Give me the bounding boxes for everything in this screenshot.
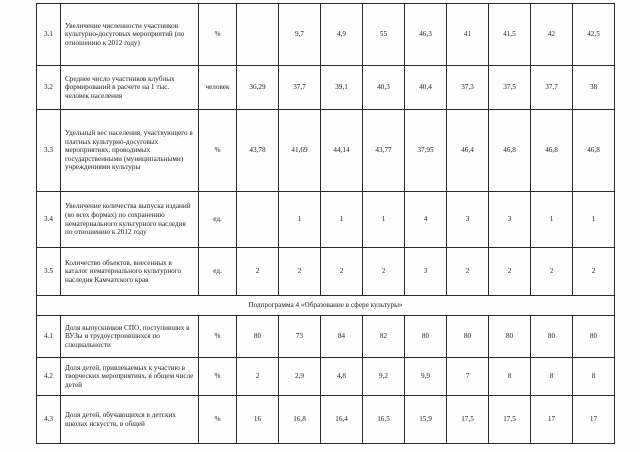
value-cell: 9,9 [405,358,447,396]
indicator-name: Доля детей, обучающихся в детских школах искусств, в общей [61,396,199,444]
value-cell: 40,3 [363,66,405,110]
table-row [37,316,615,358]
section-title: Подпрограмма 4 «Образование в сфере культуры» [37,296,615,316]
value-cell: 36,29 [237,66,279,110]
value-cell: 1 [321,192,363,248]
indicator-name: Увеличение количества выпуска изданий (во всех формах) по сохранению нематериального культурного наследия по отношению к 2012 году [61,192,199,248]
value-cell: 16,8 [279,396,321,444]
value-cell: 43,78 [237,110,279,192]
value-cell: 42 [531,4,573,66]
value-cell: 17 [531,396,573,444]
value-cell: 3 [489,192,531,248]
unit-cell: % [199,316,237,358]
value-cell: 46,8 [531,110,573,192]
value-cell: 4,9 [321,4,363,66]
indicator-name: Удельный вес населения, участвующего в платных культурно-досуговых мероприятиях, проводимых государственными (муниципальными) учреждениями культуры [61,110,199,192]
value-cell: 2 [237,358,279,396]
row-number: 4.1 [37,316,61,358]
unit-cell: человек [199,66,237,110]
value-cell: 2 [489,248,531,296]
value-cell: 44,14 [321,110,363,192]
value-cell: 8 [489,358,531,396]
unit-cell: % [199,110,237,192]
value-cell: 73 [279,316,321,358]
value-cell: 2,9 [279,358,321,396]
value-cell: 37,7 [279,66,321,110]
value-cell: 37,3 [447,66,489,110]
unit-cell: ед. [199,192,237,248]
row-number: 3.4 [37,192,61,248]
value-cell: 16,5 [363,396,405,444]
value-cell: 40,4 [405,66,447,110]
value-cell: 2 [279,248,321,296]
value-cell: 2 [321,248,363,296]
value-cell: 2 [447,248,489,296]
unit-cell: % [199,4,237,66]
value-cell: 37,7 [531,66,573,110]
indicator-name: Количество объектов, внесенных в каталог нематериального культурного наследия Камчатского края [61,248,199,296]
value-cell: 2 [531,248,573,296]
row-number: 3.1 [37,4,61,66]
value-cell: 80 [237,316,279,358]
row-number: 4.3 [37,396,61,444]
value-cell: 2 [573,248,615,296]
table-row [37,192,615,248]
indicator-name: Среднее число участников клубных формирований в расчете на 1 тыс. человек населения [61,66,199,110]
row-number: 3.3 [37,110,61,192]
value-cell: 2 [237,248,279,296]
value-cell: 17,5 [489,396,531,444]
row-number: 3.5 [37,248,61,296]
value-cell: 80 [405,316,447,358]
value-cell: 16,4 [321,396,363,444]
value-cell: 4 [405,192,447,248]
value-cell: 84 [321,316,363,358]
value-cell: 8 [573,358,615,396]
table-row [37,4,615,66]
value-cell: 1 [531,192,573,248]
value-cell: 16 [237,396,279,444]
value-cell: 4,8 [321,358,363,396]
value-cell: 17 [573,396,615,444]
unit-cell: % [199,396,237,444]
value-cell: 42,5 [573,4,615,66]
value-cell: 41,5 [489,4,531,66]
value-cell: 82 [363,316,405,358]
value-cell: 37,95 [405,110,447,192]
section-row [37,296,615,316]
value-cell: 46,8 [489,110,531,192]
value-cell: 3 [405,248,447,296]
value-cell: 3 [447,192,489,248]
value-cell: 2 [363,248,405,296]
value-cell [237,192,279,248]
indicator-name: Увеличение численности участников культурно-досуговых мероприятий (по отношению к 2012 году) [61,4,199,66]
value-cell: 1 [279,192,321,248]
value-cell: 1 [363,192,405,248]
table-row [37,66,615,110]
value-cell: 46,3 [405,4,447,66]
table-row [37,358,615,396]
indicators-table [36,3,615,444]
value-cell: 37,5 [489,66,531,110]
value-cell [237,4,279,66]
table-row [37,110,615,192]
value-cell: 15,9 [405,396,447,444]
value-cell: 46,4 [447,110,489,192]
value-cell: 80 [531,316,573,358]
value-cell: 17,5 [447,396,489,444]
value-cell: 39,1 [321,66,363,110]
indicator-name: Доля детей, привлекаемых к участию в творческих мероприятиях, в общем числе детей [61,358,199,396]
value-cell: 1 [573,192,615,248]
value-cell: 7 [447,358,489,396]
indicator-name: Доля выпускников СПО, поступивших в ВУЗы и трудоустроившихся по специальности [61,316,199,358]
value-cell: 41,69 [279,110,321,192]
value-cell: 41 [447,4,489,66]
value-cell: 9,7 [279,4,321,66]
value-cell: 46,8 [573,110,615,192]
value-cell: 8 [531,358,573,396]
table-row [37,248,615,296]
value-cell: 80 [447,316,489,358]
row-number: 4.2 [37,358,61,396]
value-cell: 55 [363,4,405,66]
value-cell: 38 [573,66,615,110]
value-cell: 9,2 [363,358,405,396]
unit-cell: % [199,358,237,396]
row-number: 3.2 [37,66,61,110]
value-cell: 43,77 [363,110,405,192]
unit-cell: ед. [199,248,237,296]
value-cell: 80 [489,316,531,358]
value-cell: 80 [573,316,615,358]
table-row [37,396,615,444]
